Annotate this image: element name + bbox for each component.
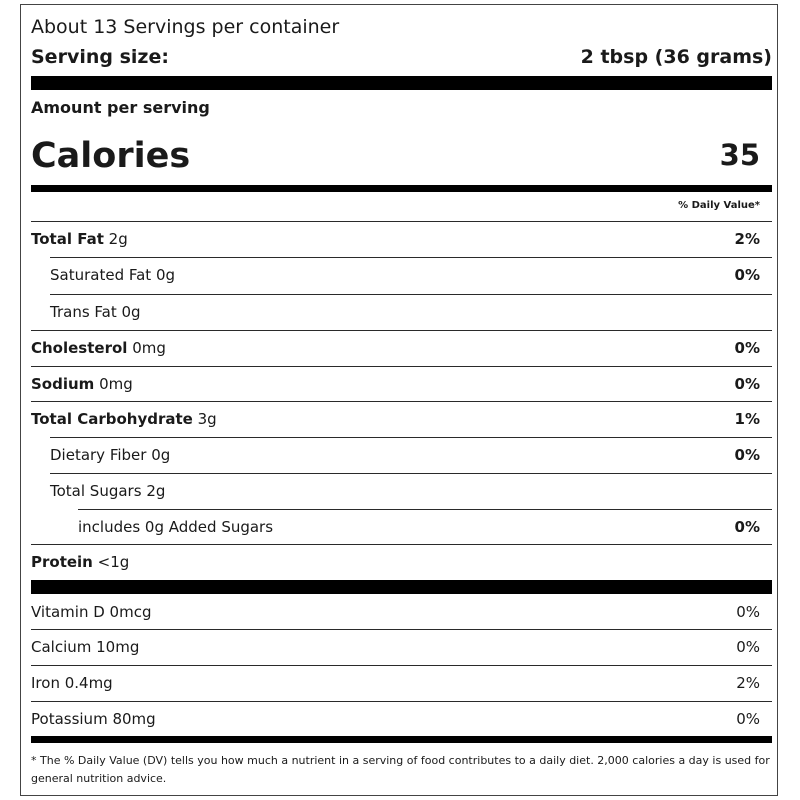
nutrient-dv: 0% [734,339,760,357]
nutrient-name: Total Fat [31,230,104,248]
nutrient-amount: 0mg [99,375,133,393]
nutrient-dv: 1% [734,410,760,428]
vitamin-dv: 0% [736,638,760,656]
footnote: * The % Daily Value (DV) tells you how much a nutrient in a serving of food contributes to a daily diet. 2,000 calories a day is used for general nutrition advice. [31,754,770,785]
vitamin-row-vitamin-d [31,595,760,629]
medium-divider [31,185,772,192]
vitamin-name: Potassium 80mg [31,710,156,728]
nutrient-amount: <1g [97,553,130,571]
nutrient-name: Saturated Fat [50,266,152,284]
vitamin-row-calcium [31,630,760,664]
vitamin-name: Iron 0.4mg [31,674,113,692]
nutrient-row-added-sugars [78,510,760,544]
nutrient-amount: 0g [155,266,176,284]
nutrient-row-total-fat [31,222,760,256]
thick-divider [31,580,772,594]
nutrient-dv: 0% [734,518,760,536]
calories-label: Calories [31,136,191,176]
nutrient-name: Dietary Fiber [50,446,147,464]
medium-divider [31,736,772,743]
nutrient-dv: 0% [734,375,760,393]
nutrient-amount: 2g [108,230,128,248]
nutrient-dv: 2% [734,230,760,248]
nutrient-row-protein [31,545,760,579]
nutrient-amount: 0g [121,303,141,321]
nutrient-row-total-carbohydrate [31,402,760,436]
vitamin-dv: 0% [736,710,760,728]
nutrient-name: Total Sugars [50,482,142,500]
nutrient-name: Trans Fat [50,303,117,321]
serving-size-value: 2 tbsp (36 grams) [580,46,772,68]
nutrient-amount: 0mg [132,339,166,357]
nutrient-row-cholesterol [31,331,760,365]
nutrient-dv: 0% [734,266,760,284]
nutrient-row-dietary-fiber [50,438,760,472]
vitamin-dv: 2% [736,674,760,692]
calories-value: 35 [719,138,760,172]
nutrient-row-sodium [31,367,760,401]
daily-value-header: % Daily Value* [678,200,760,211]
thick-divider [31,76,772,90]
vitamin-dv: 0% [736,603,760,621]
nutrient-name: Cholesterol [31,339,128,357]
nutrient-amount: 3g [197,410,217,428]
nutrient-amount: 2g [146,482,166,500]
nutrient-dv: 0% [734,446,760,464]
nutrient-row-trans-fat [50,295,760,329]
nutrient-amount: 0g [151,446,171,464]
nutrient-name: Total Carbohydrate [31,410,193,428]
serving-size-label: Serving size: [31,46,169,68]
amount-per-serving: Amount per serving [31,98,210,117]
vitamin-row-iron [31,666,760,700]
vitamin-name: Vitamin D 0mcg [31,603,152,621]
nutrient-row-total-sugars [50,474,760,508]
vitamin-row-potassium [31,702,760,736]
servings-per-container: About 13 Servings per container [31,16,340,38]
nutrient-name: Protein [31,553,93,571]
nutrient-name: Sodium [31,375,95,393]
nutrient-row-saturated-fat [50,258,760,292]
nutrient-name: includes 0g Added Sugars [78,518,274,536]
vitamin-name: Calcium 10mg [31,638,140,656]
